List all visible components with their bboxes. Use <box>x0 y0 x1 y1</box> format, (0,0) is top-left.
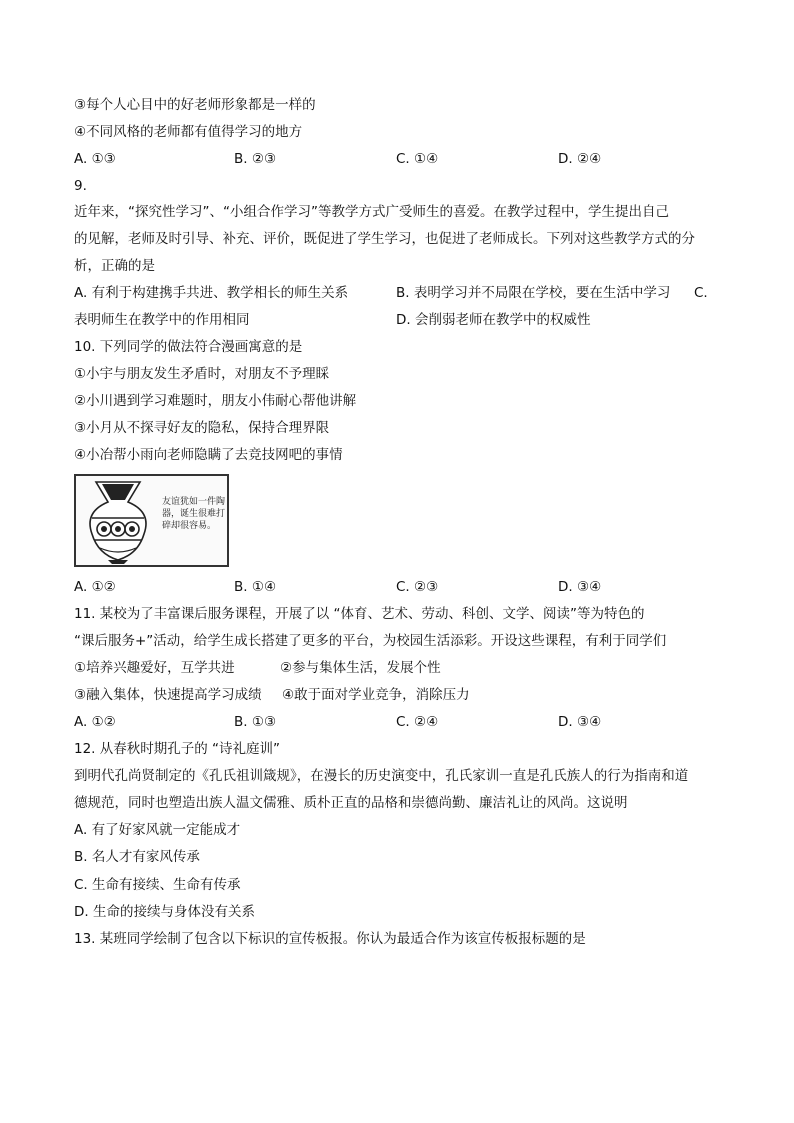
q10-item-1: ①小宇与朋友发生矛盾时，对朋友不予理睬 <box>74 366 330 382</box>
q10-option-d: D. ③④ <box>558 579 602 595</box>
q11-option-c: C. ②④ <box>396 714 439 730</box>
q11-stem-line-2: “课后服务+”活动，给学生成长搭建了更多的平台，为校园生活添彩。开设这些课程，有利于同学们 <box>74 633 667 649</box>
q11-item-2: ②参与集体生活，发展个性 <box>280 660 441 676</box>
q10-option-a: A. ①② <box>74 579 116 595</box>
q10-stem: 10. 下列同学的做法符合漫画寓意的是 <box>74 339 303 355</box>
q12-stem-line-3: 德规范，同时也塑造出族人温文儒雅、质朴正直的品格和崇德尚勤、廉洁礼让的风尚。这说明 <box>74 795 628 811</box>
q11-option-b: B. ①③ <box>234 714 277 730</box>
q11-option-d: D. ③④ <box>558 714 602 730</box>
q12-stem-line-2: 到明代孔尚贤制定的《孔氏祖训箴规》，在漫长的历史演变中，孔氏家训一直是孔氏族人的行为指南和道 <box>74 768 689 784</box>
q9-option-b: B. 表明学习并不局限在学校，要在生活中学习 <box>396 285 671 301</box>
cartoon-caption: 友谊犹如一件陶器，诞生很难打碎却很容易。 <box>162 497 226 531</box>
q12-option-d: D. 生命的接续与身体没有关系 <box>74 904 255 920</box>
q9-stem-line-2: 的见解，老师及时引导、补充、评价，既促进了学生学习，也促进了老师成长。下列对这些教学方式的分 <box>74 231 695 247</box>
q8-option-c: C. ①④ <box>396 151 439 167</box>
q9-options-row-1 <box>74 284 734 302</box>
q12-option-b: B. 名人才有家风传承 <box>74 849 200 865</box>
q9-stem-line-1: 近年来，“探究性学习”、“小组合作学习”等教学方式广受师生的喜爱。在教学过程中，学生提出自己 <box>74 204 669 220</box>
q8-option-d: D. ②④ <box>558 151 602 167</box>
q9-option-d: D. 会削弱老师在教学中的权威性 <box>396 312 591 328</box>
q11-item-1: ①培养兴趣爱好，互学共进 <box>74 660 235 676</box>
q9-option-c-prefix: C. <box>694 285 708 301</box>
q13-stem: 13. 某班同学绘制了包含以下标识的宣传板报。你认为最适合作为该宣传板报标题的是 <box>74 931 586 947</box>
q8-item-4: ④不同风格的老师都有值得学习的地方 <box>74 124 303 140</box>
q10-cartoon <box>74 474 229 567</box>
q11-stem-line-1: 11. 某校为了丰富课后服务课程，开展了以 “体育、艺术、劳动、科创、文学、阅读”等为特色的 <box>74 606 645 622</box>
q8-item-3: ③每个人心目中的好老师形象都是一样的 <box>74 97 316 113</box>
q10-options <box>74 578 734 596</box>
q11-options <box>74 713 734 731</box>
q9-stem-line-3: 析，正确的是 <box>74 258 155 274</box>
q10-option-c: C. ②③ <box>396 579 439 595</box>
q10-item-3: ③小月从不探寻好友的隐私，保持合理界限 <box>74 420 330 436</box>
q11-item-4: ④敢于面对学业竞争，消除压力 <box>282 687 470 703</box>
q9-option-a: A. 有利于构建携手共进、教学相长的师生关系 <box>74 285 349 301</box>
q11-option-a: A. ①② <box>74 714 116 730</box>
q12-option-a: A. 有了好家风就一定能成才 <box>74 822 241 838</box>
q9-option-c-text: 表明师生在教学中的作用相同 <box>74 312 250 328</box>
q11-items-row-1 <box>74 659 734 677</box>
q11-items-row-2 <box>74 686 734 704</box>
q12-option-c: C. 生命有接续、生命有传承 <box>74 877 241 893</box>
q12-stem-line-1: 12. 从春秋时期孔子的 “诗礼庭训” <box>74 741 281 757</box>
q10-item-4: ④小冶帮小雨向老师隐瞒了去竞技网吧的事情 <box>74 447 343 463</box>
vase-illustration <box>78 476 158 565</box>
q10-item-2: ②小川遇到学习难题时，朋友小伟耐心帮他讲解 <box>74 393 357 409</box>
q10-option-b: B. ①④ <box>234 579 277 595</box>
q8-options <box>74 150 734 168</box>
q11-item-3: ③融入集体，快速提高学习成绩 <box>74 687 262 703</box>
q9-number: 9. <box>74 178 87 194</box>
q8-option-b: B. ②③ <box>234 151 277 167</box>
q8-option-a: A. ①③ <box>74 151 116 167</box>
q9-options-row-2 <box>74 311 734 329</box>
